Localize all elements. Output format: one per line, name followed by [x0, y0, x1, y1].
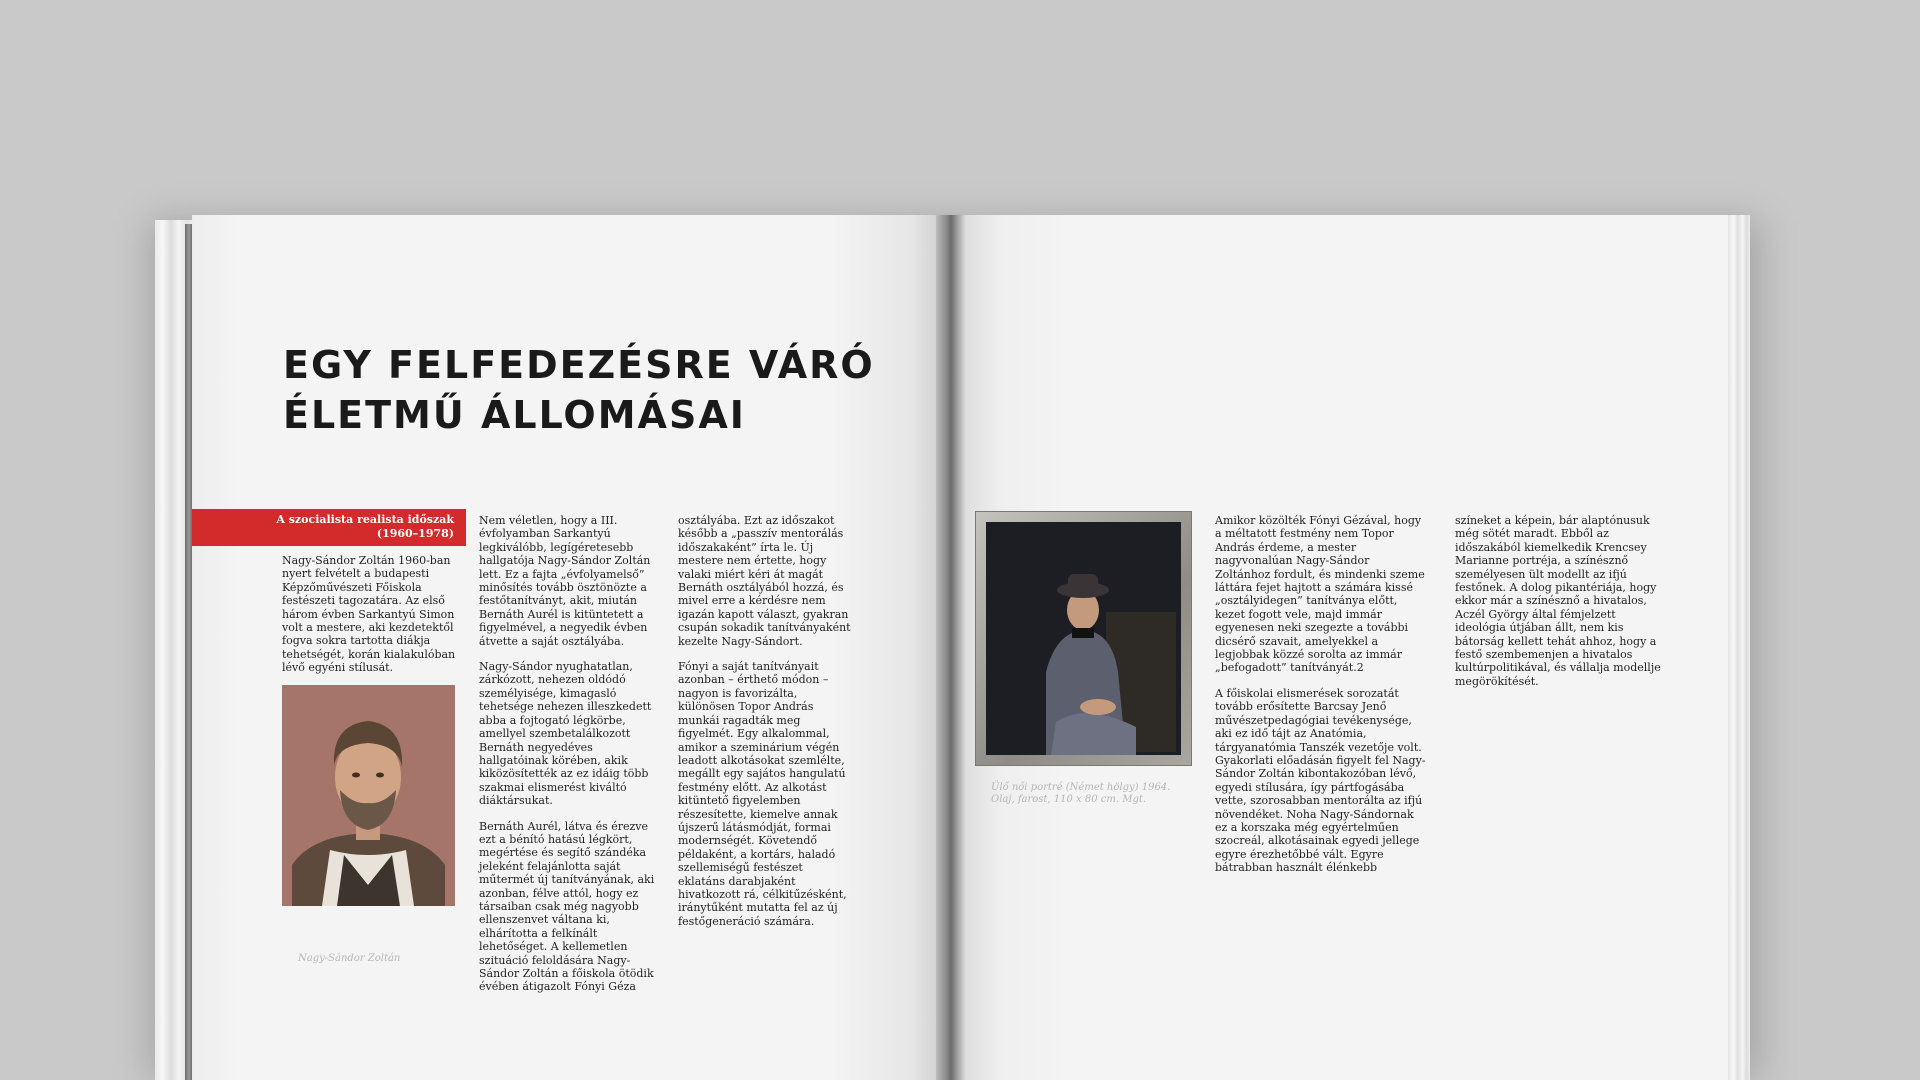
left-column-2 [479, 514, 655, 1006]
paragraph: A főiskolai elismerések sorozatát tovább erősítette Barcsay Jenő művészetpedagógiai tevékenysége, aki ez idő tájt az Anatómia, tárgyanatómia Tanszék vezetője volt. Gyakorlati előadásán figyelt fel Nagy-Sándor Zoltán kibontakozóban lévő, egyedi stílusára, így pártfogásába vette, szorosabban mentorálta az ifjú növendéket. Noha Nagy-Sándornak ez a korszaka még egyértelműen szocreál, alkotásainak egyedi jellege egyre érezhetőbbé vált. Egyre bátrabban használt élénkebb [1215, 686, 1426, 875]
right-column-2 [1455, 514, 1663, 700]
page-title-line-1: EGY FELFEDEZÉSRE VÁRÓ [283, 343, 875, 387]
paragraph: Nem véletlen, hogy a III. évfolyamban Sarkantyú legkiválóbb, legígéretesebb hallgatója Nagy-Sándor Zoltán lett. Ez a fajta „évfolyamelső” minősítés tovább ösztönözte a festőtanítványt, akit, miután Bernáth Aurél is kitüntetett a figyelmével, a negyedik évben átvette a saját osztályába. [479, 514, 651, 648]
paragraph: színeket a képein, bár alaptónusuk még sötét maradt. Ebből az időszakából kiemelkedik Krencsey Marianne portréja, a színésznő személyesen ült modellt az ifjú festőnek. A dolog pikantériája, hogy ekkor már a színésznő a hivatalos, Aczél György által fémjelzett ideológia útjában állt, nem kis bátorság kellett tehát ahhoz, hogy a festő szembemenjen a hivatalos kultúrpolitikával, és vállalja modellje megörökítését. [1455, 514, 1661, 688]
right-column-1 [1215, 514, 1428, 887]
book-gutter [936, 215, 966, 1080]
section-heading-label: A szocialista realista időszak [276, 513, 454, 526]
paragraph: Bernáth Aurél, látva és érezve ezt a bénító hatású légkört, megértése és segítő szándéka jeleként felajánlotta saját műtermét új tanítványának, aki azonban, félve attól, hogy ez társaiban csak még nagyobb ellenszenvet váltana ki, elhárította a felkínált lehetőséget. A kellemetlen szituáció feloldására Nagy-Sándor Zoltán a főiskola ötödik évében átigazolt Fónyi Géza [479, 819, 655, 994]
left-column-1 [282, 554, 458, 687]
portrait-illustration [282, 685, 455, 906]
right-page-edges [1728, 215, 1750, 1080]
photo-caption: Nagy-Sándor Zoltán [298, 953, 401, 964]
page-title [283, 340, 875, 440]
painting-caption-title: Ülő női portré (Német hölgy) 1964. [991, 782, 1171, 793]
section-heading-years: (1960–1978) [376, 527, 454, 540]
section-heading-band [192, 509, 466, 546]
painting-frame [976, 512, 1191, 765]
left-column-3 [678, 514, 853, 940]
painting-caption-details: Olaj, farost, 110 x 80 cm. Mgt. [991, 794, 1147, 805]
paragraph: Nagy-Sándor nyughatatlan, zárkózott, nehezen oldódó személyisége, kimagasló tehetsége nehezen illeszkedett abba a fojtogató légkörbe, amellyel szembetalálkozott Bernáth negyedéves hallgatóinak körében, akik kiközösítették az ez idáig több szakmai elismerést kiváltó diáktársukat. [479, 660, 652, 808]
paragraph: Fónyi a saját tanítványait azonban – érthető módon – nagyon is favorizálta, különösen Topor András munkái ragadták meg figyelmét. Egy alkalommal, amikor a szeminárium végén leadott alkotásokat szemlélte, megállt egy sajátos hangulatú festmény előtt. Az alkotást kitüntető figyelemben részesítette, kiemelve annak újszerű látásmódját, formai modernségét. Követendő példaként, a kortárs, haladó szellemiségű festészet eklatáns darabjaként hivatkozott rá, célkitűzésként, iránytűként mutatta fel az új festőgeneráció számára. [678, 660, 847, 928]
painting-illustration [986, 522, 1181, 755]
painting [986, 522, 1181, 755]
page-title-line-2: ÉLETMŰ ÁLLOMÁSAI [283, 393, 746, 437]
painting-caption [991, 782, 1170, 806]
paragraph: osztályába. Ezt az időszakot később a „passzív mentorálás időszakaként” írta le. Új mestere nem értette, hogy valaki miért kéri át magát Bernáth osztályából hozzá, és mivel erre a kérdésre nem igazán kapott választ, gyakran csupán sokadik tanítványaként kezelte Nagy-Sándort. [678, 514, 851, 648]
paragraph: Amikor közölték Fónyi Gézával, hogy a méltatott festmény nem Topor András érdeme, a mester nagyvonalúan Nagy-Sándor Zoltánhoz fordult, és mindenki szeme láttára fejet hajtott a számára kissé „osztályidegen” tanítványa előtt, kezet fogott vele, majd immár egyenesen neki szegezte a további dicsérő szavait, amelyekkel a legjobbak közzé sorolta az immár „befogadott” tanítványát.2 [1215, 514, 1425, 675]
paragraph: Nagy-Sándor Zoltán 1960-ban nyert felvételt a budapesti Képzőművészeti Főiskola festészeti tagozatára. Az első három évben Sarkantyú Simon volt a mestere, aki kezdetektől fogva sokra tartotta diákja tehetségét, korán kialakulóban lévő egyéni stílusát. [282, 554, 456, 675]
portrait-photo [282, 685, 455, 906]
